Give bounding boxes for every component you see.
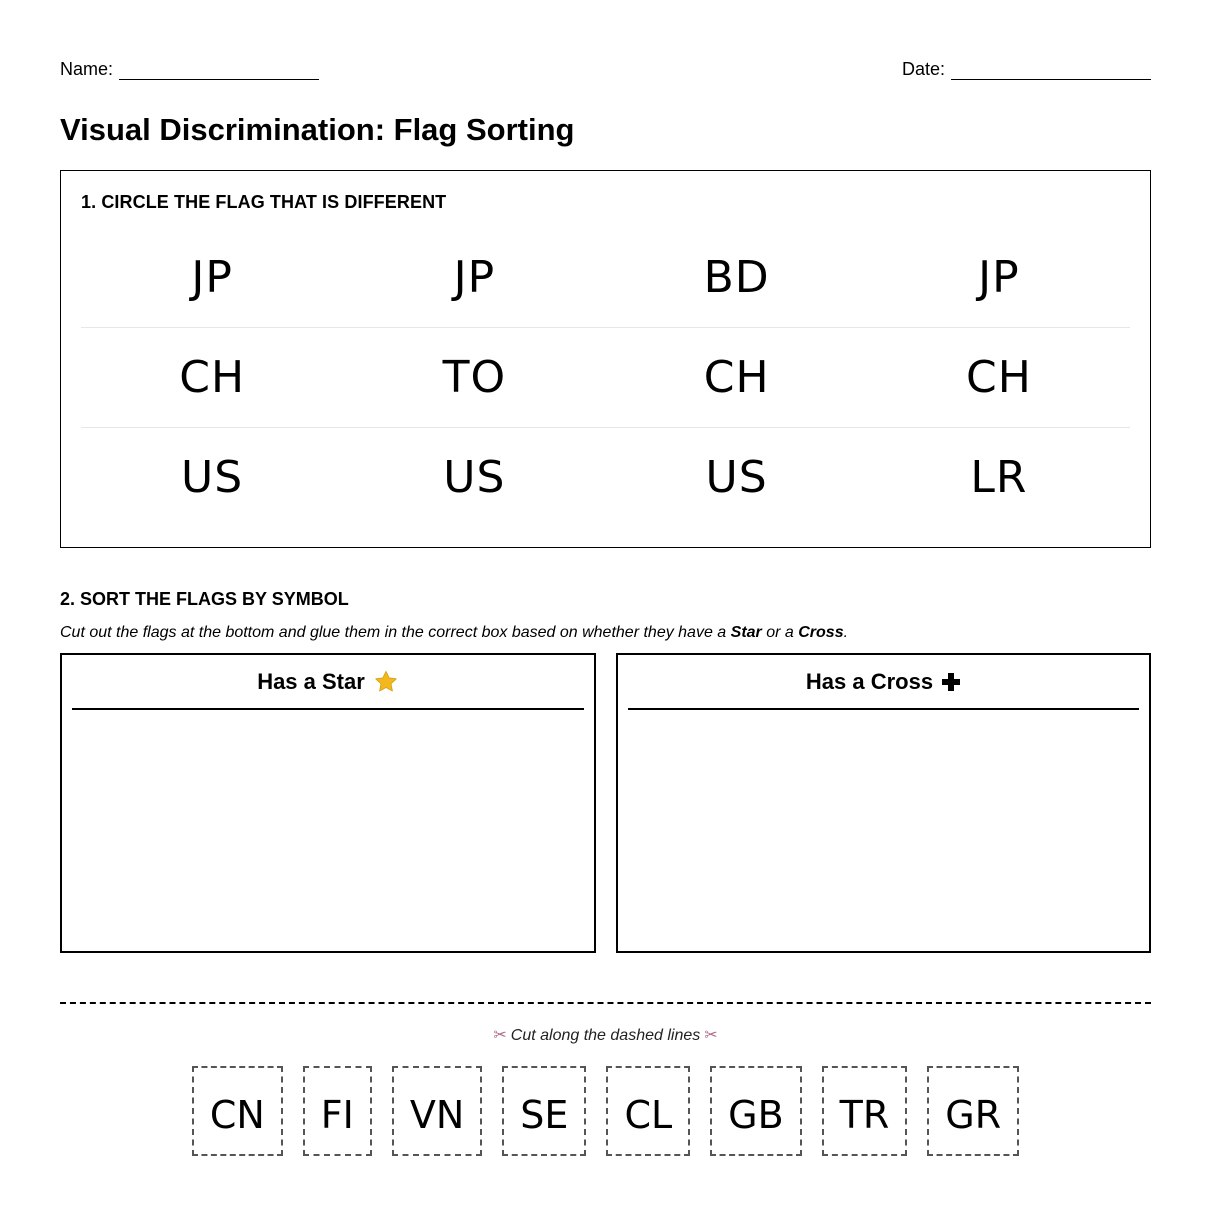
date-label: Date: <box>901 59 945 79</box>
scissors-icon: ✂ <box>704 1027 718 1044</box>
cutout-flag[interactable]: SE <box>502 1066 586 1156</box>
flag-cell[interactable]: CH <box>965 351 1032 403</box>
name-field <box>60 58 319 80</box>
cutout-flags <box>60 1066 1151 1156</box>
cross-icon <box>941 672 961 692</box>
cutout-flag[interactable]: GR <box>927 1066 1019 1156</box>
cross-box-label: Has a Cross <box>805 668 934 694</box>
flag-cell[interactable]: BD <box>703 251 770 303</box>
flag-cell[interactable]: LR <box>970 452 1028 503</box>
flag-row <box>81 328 1130 428</box>
star-sort-box <box>60 653 596 953</box>
cross-box-header <box>628 655 1139 710</box>
cross-sort-box <box>616 653 1151 953</box>
flag-row <box>81 428 1130 528</box>
date-line[interactable] <box>951 62 1151 80</box>
section2-heading: 2. SORT THE FLAGS BY SYMBOL <box>60 589 349 609</box>
instruction-cross-word: Cross <box>798 624 844 641</box>
cutout-flag[interactable]: GB <box>710 1066 802 1156</box>
meta-row <box>60 58 1151 80</box>
flag-cell[interactable]: US <box>181 452 244 503</box>
cutout-flag[interactable]: VN <box>392 1066 482 1156</box>
date-field <box>902 58 1151 80</box>
flag-cell[interactable]: JP <box>978 251 1020 303</box>
flag-cell[interactable]: CH <box>179 351 246 403</box>
cutout-flag[interactable]: CL <box>606 1066 690 1156</box>
scissors-icon: ✂ <box>493 1027 507 1044</box>
star-box-header <box>72 655 584 710</box>
flag-cell[interactable]: JP <box>453 251 496 303</box>
circle-different-section <box>60 170 1151 548</box>
flag-cell[interactable]: JP <box>191 251 233 303</box>
flag-cell[interactable]: US <box>705 452 768 503</box>
cut-note <box>60 1026 1151 1046</box>
flag-grid <box>81 228 1130 528</box>
star-box-label: Has a Star <box>257 668 365 694</box>
name-label: Name: <box>60 59 114 79</box>
instruction-text: . <box>843 624 849 641</box>
section1-heading: 1. CIRCLE THE FLAG THAT IS DIFFERENT <box>81 192 447 212</box>
cutout-flag[interactable]: FI <box>303 1066 372 1156</box>
page-title: Visual Discrimination: Flag Sorting <box>60 112 575 147</box>
star-icon <box>373 669 399 695</box>
cross-drop-area[interactable] <box>618 712 1149 951</box>
flag-cell[interactable]: US <box>443 452 506 503</box>
instruction-text: or a <box>761 624 799 641</box>
instruction-text: Cut out the flags at the bottom and glue them in the correct box based on whether they have a <box>60 624 731 641</box>
cutout-flag[interactable]: CN <box>192 1066 283 1156</box>
name-line[interactable] <box>119 62 319 80</box>
flag-cell[interactable]: TO <box>442 351 507 403</box>
cut-note-text: Cut along the dashed lines <box>510 1027 701 1044</box>
sort-instruction <box>60 623 848 643</box>
instruction-star-word: Star <box>730 624 762 641</box>
cut-line <box>60 1002 1151 1004</box>
flag-row <box>81 228 1130 328</box>
flag-cell[interactable]: CH <box>703 351 770 403</box>
cutout-flag[interactable]: TR <box>822 1066 908 1156</box>
star-drop-area[interactable] <box>62 712 594 951</box>
